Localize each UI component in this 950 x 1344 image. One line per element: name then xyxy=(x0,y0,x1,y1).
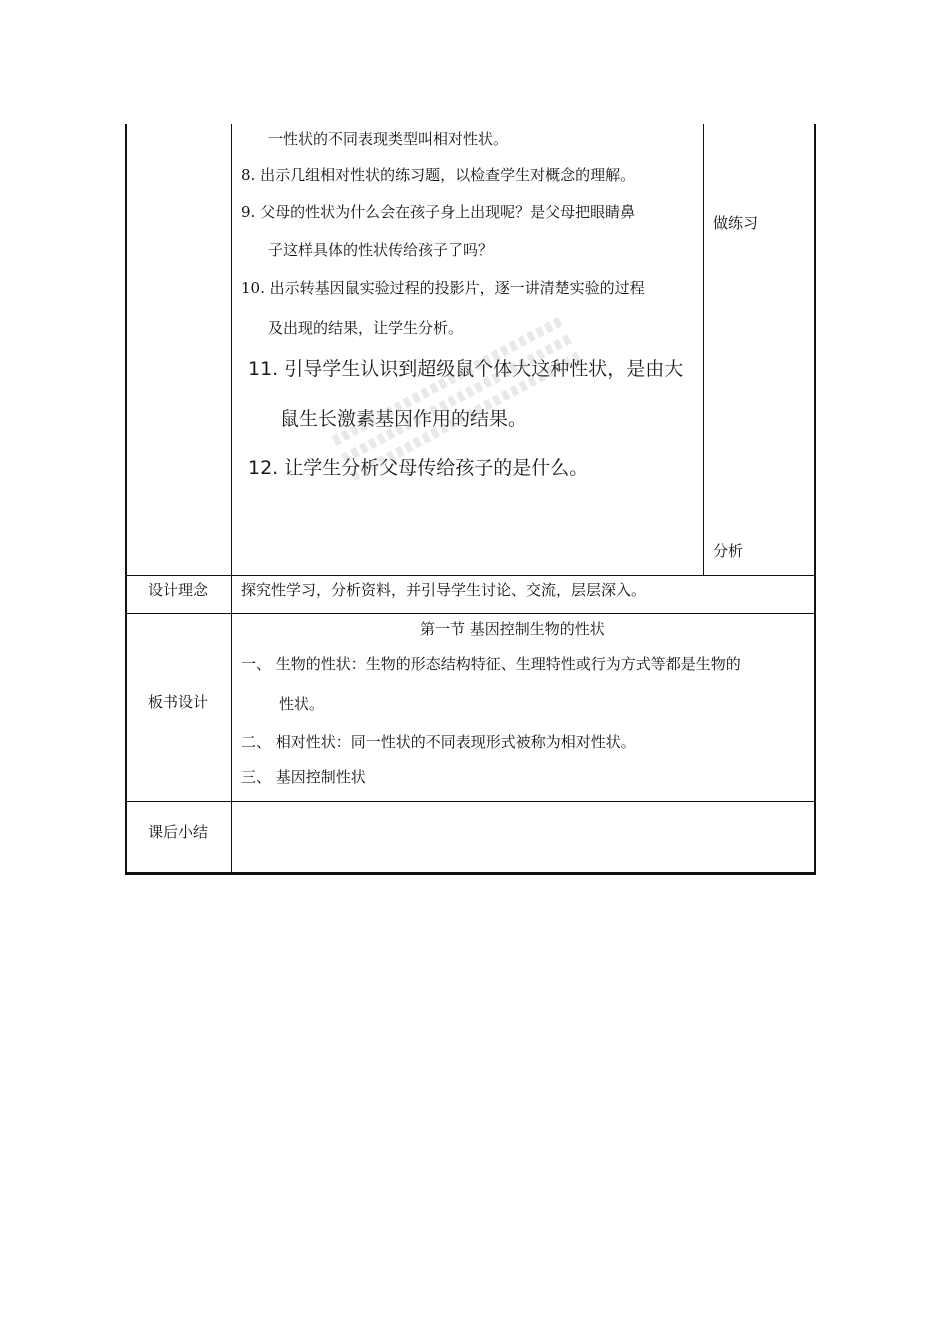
process-line: 子这样具体的性状传给孩子了吗？ xyxy=(268,241,494,259)
column-divider-2 xyxy=(703,124,704,576)
board-design-line: 二、 相对性状：同一性状的不同表现形式被称为相对性状。 xyxy=(241,733,636,751)
lesson-table xyxy=(125,124,816,875)
board-design-line: 三、 基因控制性状 xyxy=(241,768,366,786)
process-image-line: 12. 让学生分析父母传给孩子的是什么。 xyxy=(248,457,589,479)
row-divider-3 xyxy=(125,801,816,802)
board-design-title: 第一节 基因控制生物的性状 xyxy=(420,620,605,638)
design-concept-content: 探究性学习，分析资料，并引导学生讨论、交流，层层深入。 xyxy=(241,581,647,599)
column-divider-1 xyxy=(231,124,232,875)
student-activity: 做练习 xyxy=(713,214,759,232)
process-line: 一性状的不同表现类型叫相对性状。 xyxy=(268,130,509,148)
design-concept-label: 设计理念 xyxy=(148,581,209,599)
row-divider-1 xyxy=(125,575,816,576)
summary-label: 课后小结 xyxy=(148,823,209,841)
student-activity: 分析 xyxy=(713,542,744,560)
board-design-label: 板书设计 xyxy=(148,693,209,711)
process-image-line: 11. 引导学生认识到超级鼠个体大这种性状，是由大 xyxy=(248,358,684,380)
row-divider-2 xyxy=(125,613,816,614)
process-image-line: 鼠生长激素基因作用的结果。 xyxy=(280,408,528,430)
process-line: 8. 出示几组相对性状的练习题，以检查学生对概念的理解。 xyxy=(241,166,636,184)
process-line: 9. 父母的性状为什么会在孩子身上出现呢？是父母把眼睛鼻 xyxy=(241,203,636,221)
process-line: 及出现的结果，让学生分析。 xyxy=(268,319,464,337)
board-design-line: 一、 生物的性状：生物的形态结构特征、生理特性或行为方式等都是生物的 xyxy=(241,655,741,673)
board-design-line: 性状。 xyxy=(279,695,325,713)
process-line: 10. 出示转基因鼠实验过程的投影片，逐一讲清楚实验的过程 xyxy=(241,279,645,297)
